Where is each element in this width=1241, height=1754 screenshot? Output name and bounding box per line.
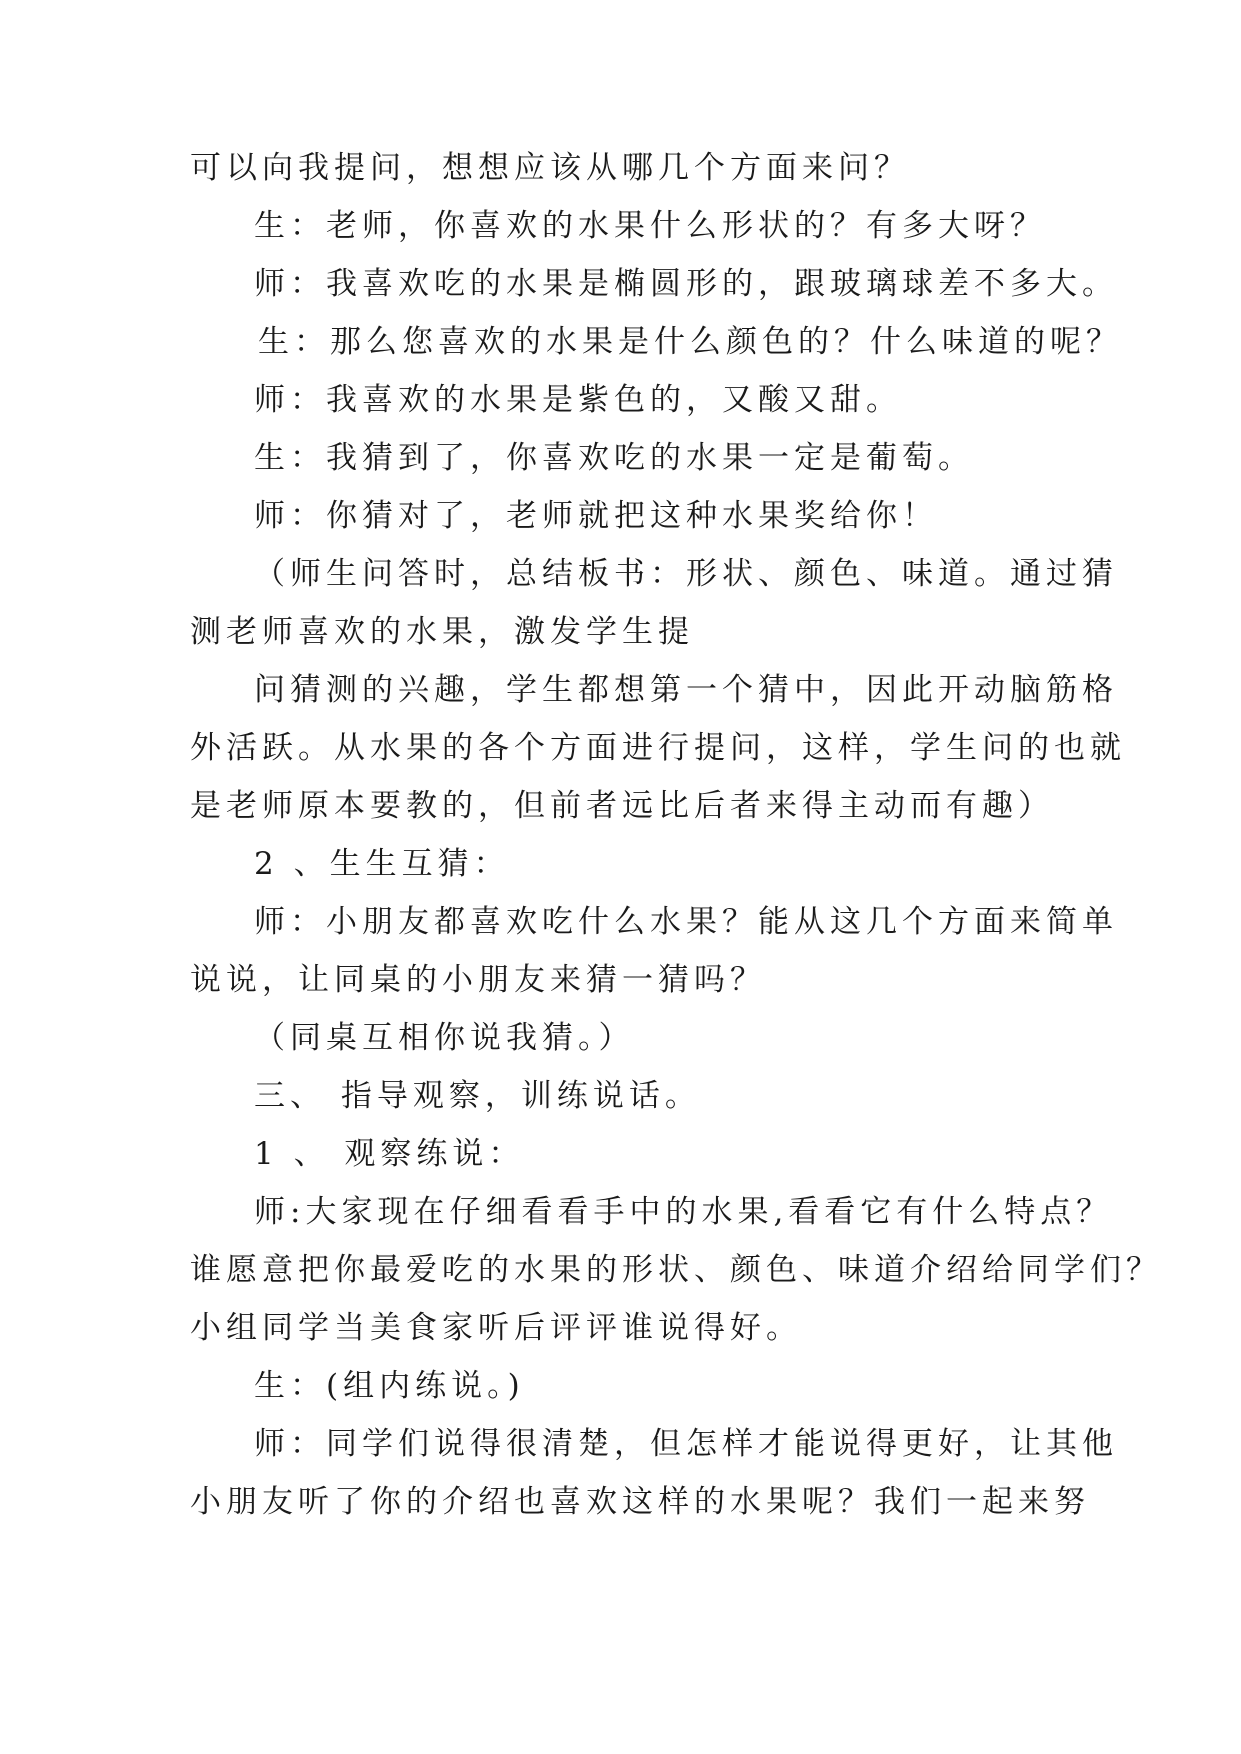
text-line: 问猜测的兴趣，学生都想第一个猜中，因此开动脑筋格 — [254, 672, 1118, 708]
text-line: 外活跃。从水果的各个方面进行提问，这样，学生问的也就 — [190, 730, 1126, 766]
text-line: 小朋友听了你的介绍也喜欢这样的水果呢？我们一起来努 — [190, 1484, 1090, 1520]
text-line: 生：那么您喜欢的水果是什么颜色的？什么味道的呢？ — [258, 324, 1122, 360]
text-line: 1 、 观察练说： — [254, 1136, 525, 1172]
text-line: 师：你猜对了，老师就把这种水果奖给你！ — [254, 498, 938, 534]
text-line: 谁愿意把你最爱吃的水果的形状、颜色、味道介绍给同学们？ — [190, 1252, 1162, 1288]
text-line: （同桌互相你说我猜。） — [254, 1020, 635, 1056]
text-line: 师：同学们说得很清楚，但怎样才能说得更好，让其他 — [254, 1426, 1118, 1462]
text-line: 师：我喜欢吃的水果是椭圆形的，跟玻璃球差不多大。 — [254, 266, 1118, 302]
text-line: （师生问答时，总结板书：形状、颜色、味道。通过猜 — [254, 556, 1118, 592]
text-line: 三、 指导观察，训练说话。 — [254, 1078, 701, 1114]
text-line: 测老师喜欢的水果，激发学生提 — [190, 614, 694, 650]
text-line: 说说，让同桌的小朋友来猜一猜吗？ — [190, 962, 766, 998]
text-line: 生：(组内练说。) — [254, 1368, 525, 1404]
text-line: 生：老师，你喜欢的水果什么形状的？有多大呀？ — [254, 208, 1046, 244]
text-line: 2 、生生互猜： — [254, 846, 510, 882]
text-line: 师：小朋友都喜欢吃什么水果？能从这几个方面来简单 — [254, 904, 1118, 940]
text-line: 师:大家现在仔细看看手中的水果,看看它有什么特点？ — [254, 1194, 1113, 1230]
text-line: 是老师原本要教的，但前者远比后者来得主动而有趣） — [190, 788, 1054, 824]
text-line: 可以向我提问，想想应该从哪几个方面来问？ — [190, 150, 910, 186]
text-line: 小组同学当美食家听后评评谁说得好。 — [190, 1310, 802, 1346]
text-line: 生：我猜到了，你喜欢吃的水果一定是葡萄。 — [254, 440, 974, 476]
text-line: 师：我喜欢的水果是紫色的，又酸又甜。 — [254, 382, 902, 418]
